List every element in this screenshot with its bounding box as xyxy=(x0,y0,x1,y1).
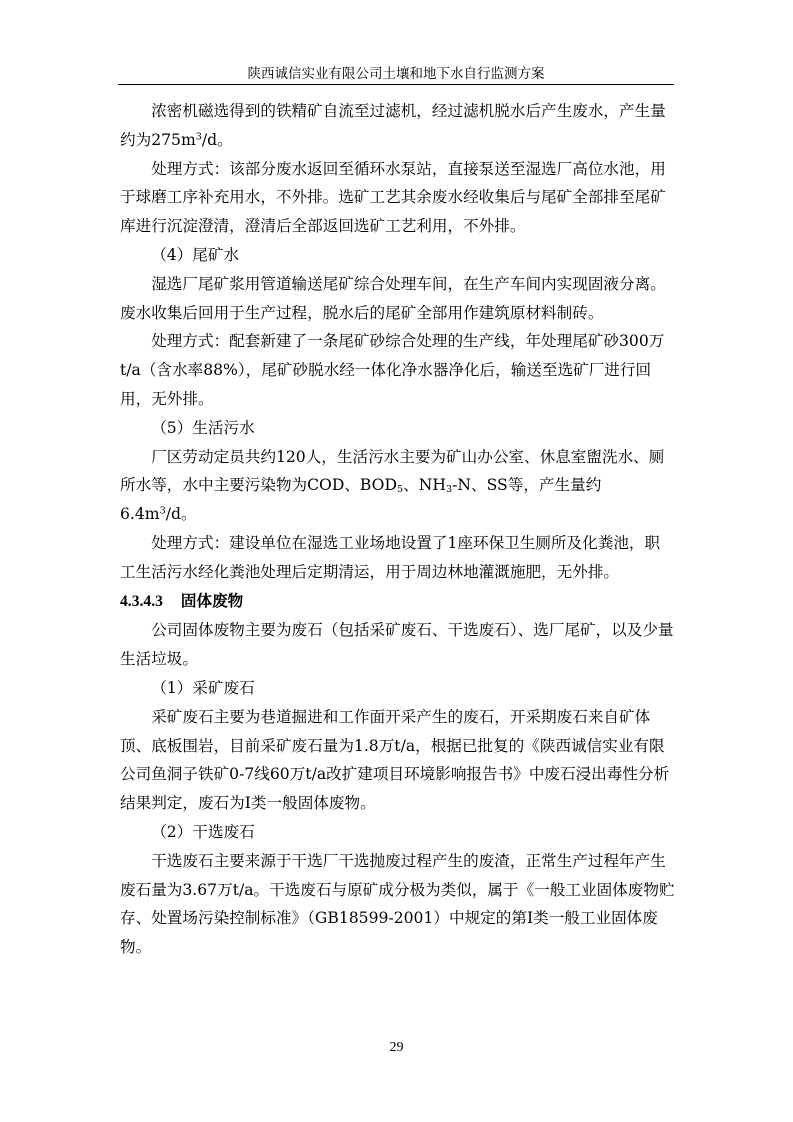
list-item-heading: （4）尾矿水 xyxy=(151,245,240,264)
paragraph: 湿选厂尾矿浆用管道输送尾矿综合处理车间，在生产车间内实现固液分离。废水收集后回用于生产过程，脱水后的尾矿全部用作建筑原材料制砖。 xyxy=(120,274,666,322)
page-header: 陕西诚信实业有限公司土壤和地下水自行监测方案 xyxy=(118,66,674,85)
list-item-heading: （2）干选废石 xyxy=(151,822,255,841)
section-title: 固体废物 xyxy=(180,590,244,610)
list-item-heading: （1）采矿废石 xyxy=(151,678,255,697)
page-number: 29 xyxy=(389,1040,404,1055)
section-heading xyxy=(120,587,675,617)
document-body xyxy=(120,97,675,962)
list-item-heading: （5）生活污水 xyxy=(151,418,255,437)
paragraph: 公司固体废物主要为废石（包括采矿废石、干选废石）、选厂尾矿，以及少量生活垃圾。 xyxy=(120,621,674,669)
paragraph: 干选废石主要来源于干选厂干选抛废过程产生的废渣，正常生产过程年产生废石量为3.67万t/a。干选废石与原矿成分极为类似，属于《一般工业固体废物贮存、处置场污染控制标准》（GB18599-2001）中规定的第Ⅰ类一般工业固体废物。 xyxy=(120,851,675,957)
section-number: 4.3.4.3 xyxy=(120,592,163,610)
paragraph: 浓密机磁选得到的铁精矿自流至过滤机，经过滤机脱水后产生废水，产生量约为$275m^3/d$。 xyxy=(120,102,666,149)
paragraph: 处理方式：配套新建了一条尾矿砂综合处理的生产线，年处理尾矿砂300万t/a（含水率88%），尾矿砂脱水经一体化净水器净化后，输送至选矿厂进行回用，无外排。 xyxy=(120,332,665,408)
paragraph: 采矿废石主要为巷道掘进和工作面开采产生的废石，开采期废石来自矿体顶、底板围岩，目前采矿废石量为1.8万t/a，根据已批复的《陕西诚信实业有限公司鱼洞子铁矿0-7线60万t/a改扩建项目环境影响报告书》中废石浸出毒性分析结果判定，废石为Ⅰ类一般固体废物。 xyxy=(120,707,670,813)
paragraph: 处理方式：建设单位在湿选工业场地设置了1座环保卫生厕所及化粪池，职工生活污水经化粪池处理后定期清运，用于周边林地灌溉施肥，无外排。 xyxy=(120,533,661,581)
paragraph: 处理方式：该部分废水返回至循环水泵站，直接泵送至湿选厂高位水池，用于球磨工序补充用水，不外排。选矿工艺其余废水经收集后与尾矿全部排至尾矿库进行沉淀澄清，澄清后全部返回选矿工艺利用，不外排。 xyxy=(120,159,666,236)
paragraph: 厂区劳动定员共约120人，生活污水主要为矿山办公室、休息室盥洗水、厕所水等，水中主要污染物为COD、$BOD_5$、$NH_3-N$、SS等，产生量约$6.4m^3/d$。 xyxy=(120,447,665,524)
